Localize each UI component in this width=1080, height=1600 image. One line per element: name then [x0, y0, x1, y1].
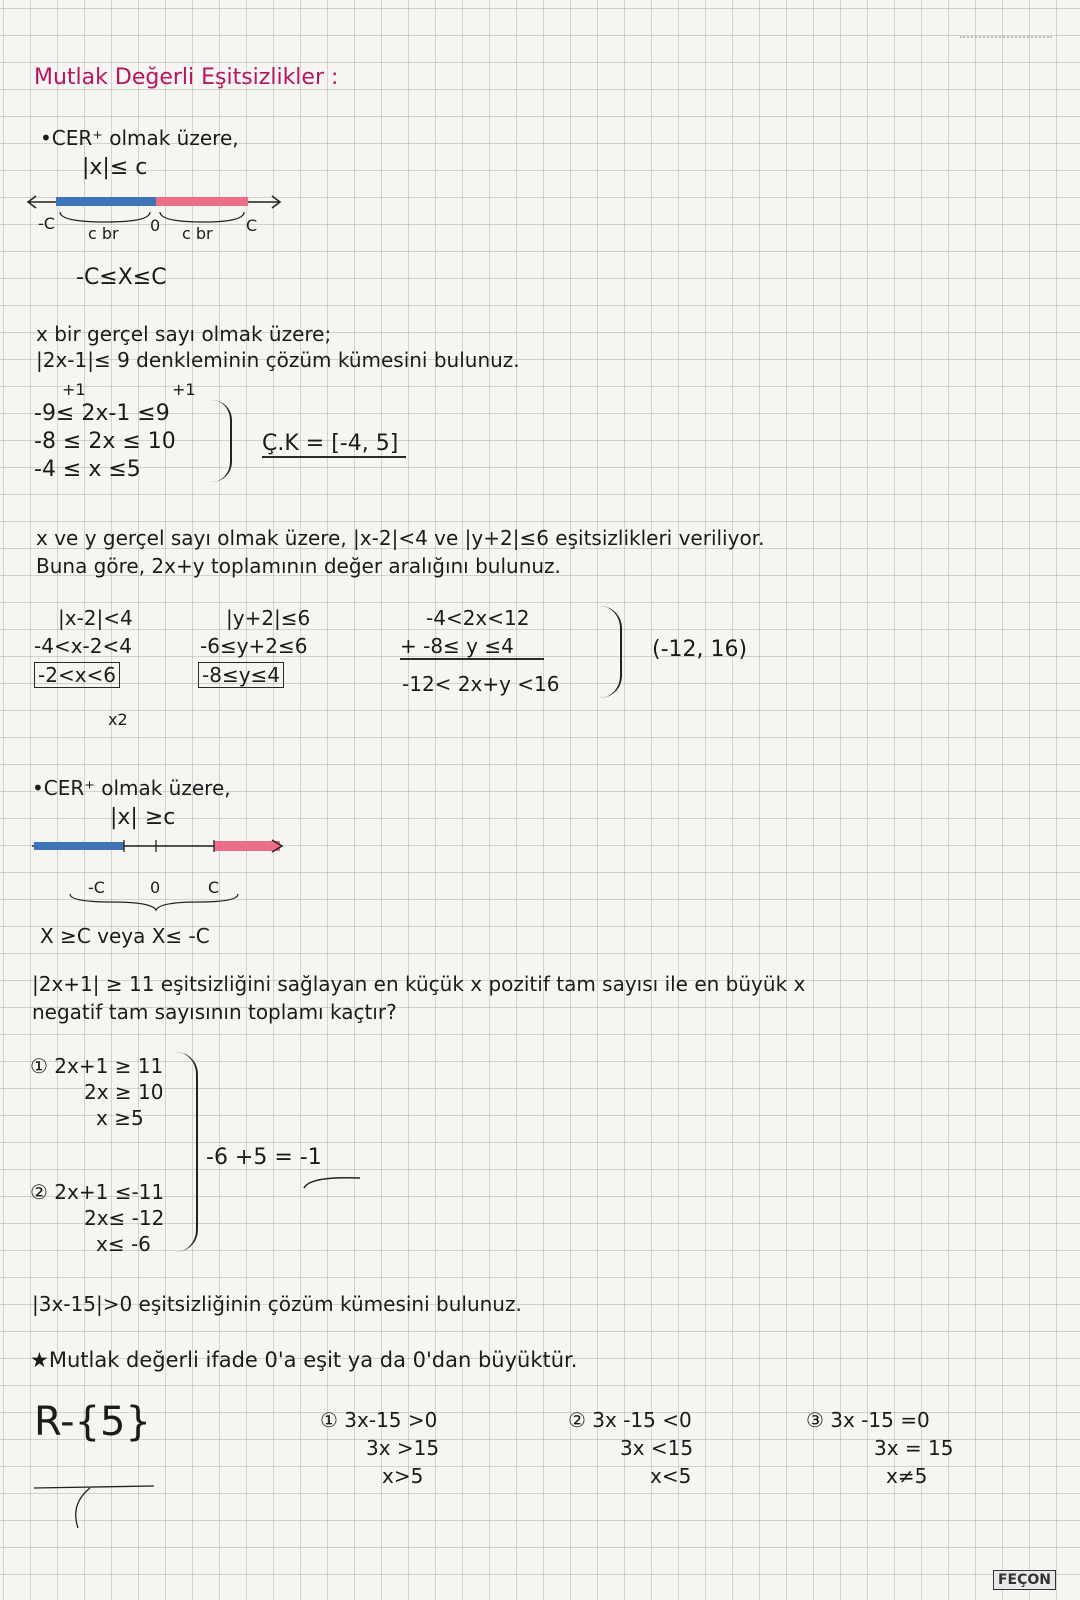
section2-result: X ≥C veya X≤ -C [40, 924, 210, 948]
page-title: Mutlak Değerli Eşitsizlikler : [34, 65, 339, 90]
example2-col3-row3: -12< 2x+y <16 [402, 672, 560, 696]
example4-answer: R-{5} [34, 1399, 151, 1445]
example4-case1-row2: 3x >15 [366, 1436, 440, 1460]
example3-case2-row3: x≤ -6 [96, 1232, 151, 1256]
nl1-right-br: c br [182, 224, 213, 243]
example2-col3-row1: -4<2x<12 [426, 606, 530, 630]
example3-line2: negatif tam sayısının toplamı kaçtır? [32, 1000, 397, 1024]
example1-step-2: -8 ≤ 2x ≤ 10 [34, 429, 176, 454]
section1-expr: |x|≤ c [82, 155, 148, 180]
example1-plus-mark-2: +1 [172, 380, 196, 399]
example1-step-1: -9≤ 2x-1 ≤9 [34, 401, 170, 426]
nl2-neg-c: -C [88, 878, 105, 897]
numberline-1-pink-segment [156, 197, 248, 206]
nl2-zero: 0 [150, 878, 161, 897]
top-dotted-line [960, 36, 1052, 38]
section2-expr: |x| ≥c [110, 805, 176, 830]
numberline-1 [22, 186, 322, 256]
example4-case2-row2: 3x <15 [620, 1436, 694, 1460]
example3-answer: -6 +5 = -1 [206, 1145, 322, 1170]
nl1-zero: 0 [150, 216, 161, 235]
example2-col1-row2: -4<x-2<4 [34, 634, 132, 658]
example3-line1: |2x+1| ≥ 11 eşitsizliğini sağlayan en küçük x pozitif tam sayısı ile en büyük x [32, 972, 806, 996]
example2-col2-row3: -8≤y≤4 [198, 662, 284, 688]
numberline-1-blue-segment [56, 197, 156, 206]
example3-case1-row2: 2x ≥ 10 [84, 1080, 164, 1104]
example4-case2-row3: x<5 [650, 1464, 692, 1488]
numberline-2-pink-segment [214, 841, 280, 851]
example3-brace [176, 1052, 198, 1252]
example2-col2-row2: -6≤y+2≤6 [200, 634, 308, 658]
example3-case1-row1: ① 2x+1 ≥ 11 [30, 1054, 164, 1078]
section2-condition: •CER⁺ olmak üzere, [32, 776, 231, 800]
nl1-left-br: c br [88, 224, 119, 243]
example4-case3-row3: x≠5 [886, 1464, 928, 1488]
section1-condition: •CER⁺ olmak üzere, [40, 126, 239, 150]
nl1-c: C [246, 216, 258, 235]
example2-col3-row2: + -8≤ y ≤4 [400, 634, 544, 660]
numberline-2-blue-segment [34, 842, 124, 850]
example4-note: ★Mutlak değerli ifade 0'a eşit ya da 0'dan büyüktür. [30, 1348, 578, 1372]
example4-answer-underline [30, 1444, 170, 1534]
example1-answer: Ç.K = [-4, 5] [262, 432, 406, 458]
example2-line1: x ve y gerçel sayı olmak üzere, |x-2|<4 ve |y+2|≤6 eşitsizlikleri veriliyor. [36, 526, 765, 550]
example3-case2-row1: ② 2x+1 ≤-11 [30, 1180, 165, 1204]
example1-step-3: -4 ≤ x ≤5 [34, 457, 141, 482]
example1-line2: |2x-1|≤ 9 denkleminin çözüm kümesini bulunuz. [36, 348, 520, 372]
example4-case2-row1: ② 3x -15 <0 [568, 1408, 692, 1432]
example4-case1-row3: x>5 [382, 1464, 424, 1488]
example2-col1-row3: -2<x<6 [34, 662, 120, 688]
example1-line1: x bir gerçel sayı olmak üzere; [36, 322, 332, 346]
example2-line2: Buna göre, 2x+y toplamının değer aralığını bulunuz. [36, 554, 561, 578]
example4-case3-row2: 3x = 15 [874, 1436, 954, 1460]
example2-col2-row1: |y+2|≤6 [226, 606, 311, 630]
example1-brace [212, 400, 232, 482]
brand-logo: FEÇON [993, 1570, 1056, 1590]
example2-col1-note: x2 [108, 710, 128, 729]
example2-answer: (-12, 16) [652, 637, 748, 662]
example2-col1-row1: |x-2|<4 [58, 606, 133, 630]
example4-case1-row1: ① 3x-15 >0 [320, 1408, 438, 1432]
example3-case2-row2: 2x≤ -12 [84, 1206, 165, 1230]
example3-case1-row3: x ≥5 [96, 1106, 144, 1130]
example4-question: |3x-15|>0 eşitsizliğinin çözüm kümesini bulunuz. [32, 1292, 522, 1316]
example4-case3-row1: ③ 3x -15 =0 [806, 1408, 930, 1432]
example1-plus-mark-1: +1 [62, 380, 86, 399]
example3-answer-underline [300, 1172, 370, 1196]
numberline-2 [22, 836, 322, 926]
nl1-neg-c: -C [38, 214, 55, 233]
nl2-c: C [208, 878, 220, 897]
example2-brace [600, 606, 622, 698]
section1-result: -C≤X≤C [76, 265, 167, 290]
